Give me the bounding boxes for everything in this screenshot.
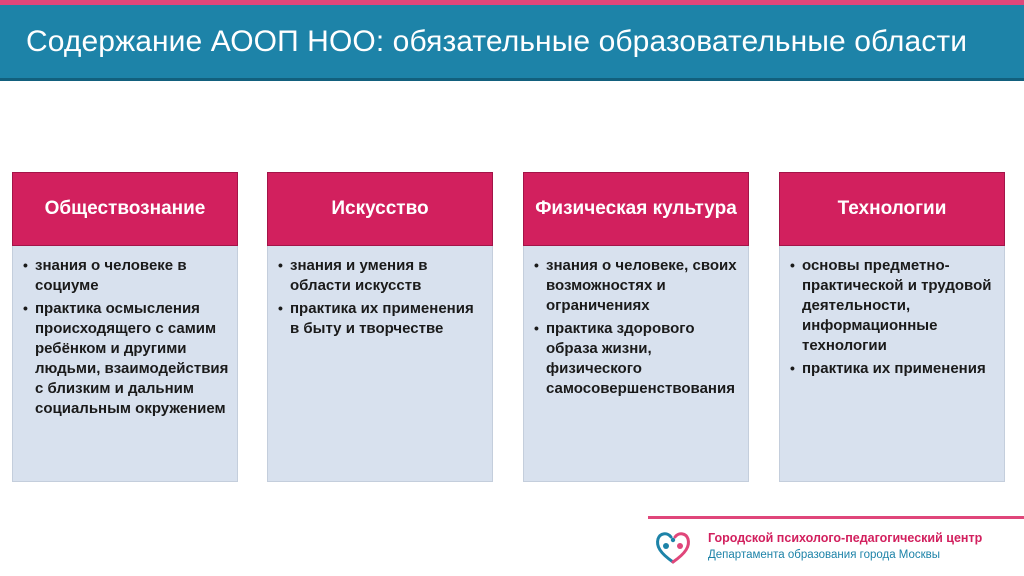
list-item: • знания и умения в области искусств bbox=[280, 256, 484, 296]
card-header: Физическая культура bbox=[523, 172, 749, 246]
card-list bbox=[792, 256, 996, 379]
card-social-studies bbox=[12, 172, 238, 482]
footer-divider bbox=[648, 516, 1024, 519]
list-item: • практика здорового образа жизни, физического самосовершенствования bbox=[536, 319, 740, 399]
card-list bbox=[280, 256, 484, 339]
heart-people-logo-icon bbox=[652, 526, 694, 568]
card-header: Технологии bbox=[779, 172, 1005, 246]
footer-department: Департамента образования города Москвы bbox=[708, 549, 941, 561]
card-header: Искусство bbox=[267, 172, 493, 246]
slide-title: Содержание АООП НОО: обязательные образовательные области bbox=[26, 24, 968, 58]
title-bar bbox=[0, 5, 1024, 81]
card-body bbox=[267, 246, 493, 482]
list-item: • знания о человеке, своих возможностях и ограничениях bbox=[536, 256, 740, 316]
list-item: • знания о человеке в социуме bbox=[25, 256, 229, 296]
card-header: Обществознание bbox=[12, 172, 238, 246]
footer-org-name: Городской психолого-педагогический центр bbox=[708, 531, 983, 545]
card-physical-education bbox=[523, 172, 749, 482]
card-body bbox=[523, 246, 749, 482]
card-body bbox=[779, 246, 1005, 482]
list-item: • практика их применения bbox=[792, 359, 996, 379]
card-body bbox=[12, 246, 238, 482]
card-art bbox=[267, 172, 493, 482]
card-technology bbox=[779, 172, 1005, 482]
list-item: • практика осмысления происходящего с самим ребёнком и другими людьми, взаимодействия с близким и дальним социальным окружением bbox=[25, 299, 229, 419]
card-list bbox=[25, 256, 229, 419]
card-list bbox=[536, 256, 740, 399]
list-item: • практика их применения в быту и творчестве bbox=[280, 299, 484, 339]
list-item: • основы предметно-практической и трудовой деятельности, информационные технологии bbox=[792, 256, 996, 356]
